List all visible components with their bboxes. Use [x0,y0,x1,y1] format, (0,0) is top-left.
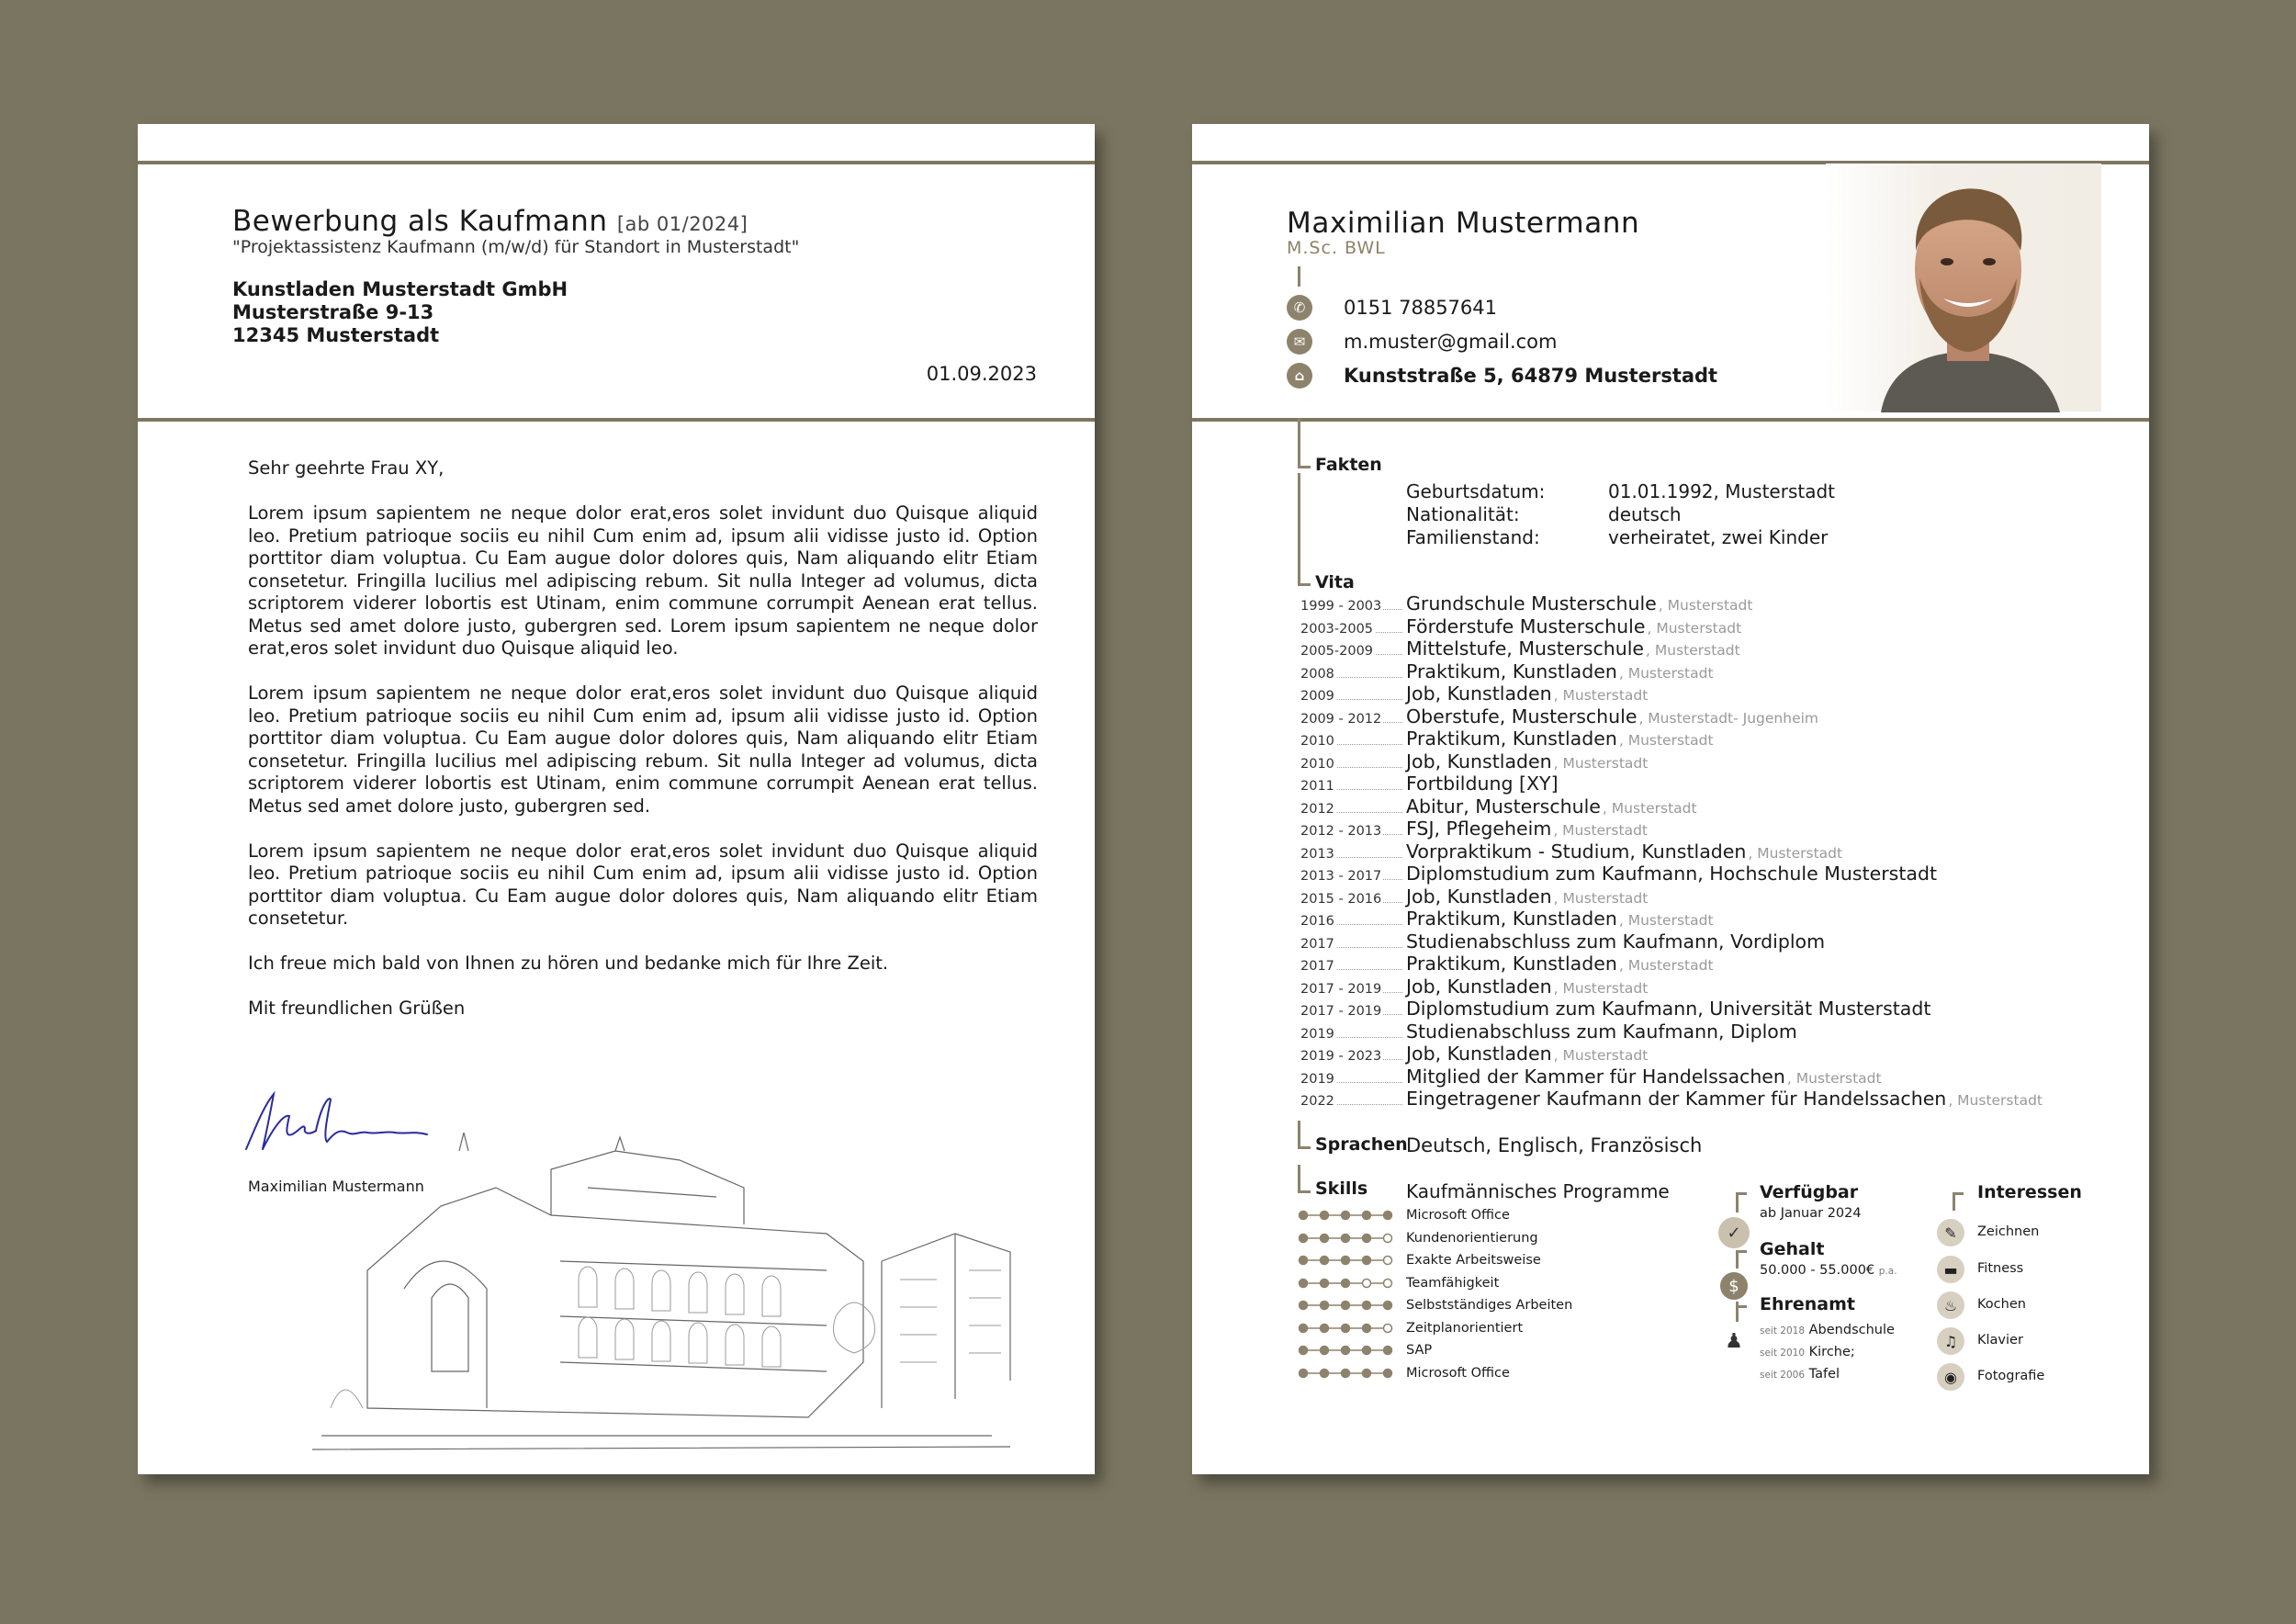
vita-year: 2003-2005 [1300,622,1406,637]
vita-location: , Musterstadt [1618,664,1714,682]
vita-location: , Musterstadt [1786,1069,1882,1087]
vita-entry: Job, Kunstladen [1406,885,1552,908]
cover-letter-page [138,124,1095,1474]
postal-address: Kunststraße 5, 64879 Musterstadt [1344,365,1718,387]
rating-dot-filled [1342,1234,1350,1242]
salary-unit: p.a. [1878,1266,1897,1277]
rating-dot-filled [1300,1257,1308,1265]
timeline-tick [1736,1192,1747,1195]
skill-rating [1298,1210,1406,1221]
rating-dot-filled [1321,1302,1329,1310]
skill-rating [1298,1345,1406,1356]
skill-label: Exakte Arbeitsweise [1406,1253,1541,1268]
fact-key: Geburtsdatum: [1406,480,1546,502]
vita-row [1300,1066,2043,1088]
vita-location: , Musterstadt- Jugenheim [1638,709,1819,727]
timeline-connector [1298,266,1300,287]
vita-row [1300,1088,2043,1111]
rating-dot-filled [1342,1279,1350,1287]
rating-dot-filled [1363,1324,1371,1332]
interests-heading: Interessen [1977,1182,2082,1202]
fact-key: Familienstand: [1406,526,1540,548]
vita-year: 2009 [1300,689,1406,704]
vita-entry: Job, Kunstladen [1406,682,1552,705]
skill-label: Teamfähigkeit [1406,1275,1500,1291]
phone-icon: ✆ [1287,295,1312,321]
vita-row [1300,1043,2043,1066]
volunteer-text: Tafel [1808,1367,1840,1382]
vita-entry: Förderstufe Musterschule [1406,615,1646,637]
vita-row [1300,660,2043,683]
vita-row [1300,930,2043,953]
rating-dot-filled [1300,1234,1308,1242]
paragraph: Lorem ipsum sapientem ne neque dolor erat,eros solet invidunt duo Quisque aliquid leo. Pretium patrioque sociis eu nihil Cum enim ad, ipsum alii vidisse justo id. Option porttitor diam voluptua. Cu Eam augue dolor dolores quis, Nam aliquando elitr Etiam consetetur. Fringilla lucilius mel adipiscing rebum. Sit nulla Integer ad volumus, dicta scriptorem viderer lobortis est Utinam, enim commune corrumpit Aenean erat tellus. Metus sed amet dolore justo, gubergren sed. Lorem ipsum sapientem ne neque dolor erat,eros solet invidunt duo Quisque aliquid leo. [248,502,1038,659]
rating-dot-filled [1363,1302,1371,1310]
vita-location: , Musterstadt [1748,844,1843,862]
skill-rating [1298,1323,1406,1334]
rating-dot-filled [1321,1324,1329,1332]
skill-row [1298,1298,1572,1313]
vita-row [1300,727,2043,750]
vita-year: 2017 - 2019 [1300,1004,1406,1019]
vita-location: , Musterstadt [1618,957,1714,974]
top-rule [138,161,1095,164]
letter-body [248,457,1038,1043]
skills-title: Kaufmännisches Programme [1406,1180,1670,1202]
vita-year: 2019 [1300,1027,1406,1042]
skill-row [1298,1366,1510,1381]
volunteer-item [1760,1323,1895,1337]
timeline-line [1736,1192,1739,1212]
piano-icon: ♫ [1937,1327,1964,1355]
rating-dot-filled [1321,1347,1329,1355]
skill-rating [1298,1368,1406,1379]
paragraph: Lorem ipsum sapientem ne neque dolor erat,eros solet invidunt duo Quisque aliquid leo. Pretium patrioque sociis eu nihil Cum enim ad, ipsum alii vidisse justo id. Option porttitor diam voluptua. Cu Eam augue dolor dolores quis, Nam aliquando elitr Etiam consetetur. Fringilla lucilius mel adipiscing rebum. Sit nulla Integer ad volumus, dicta scriptorem viderer lobortis est Utinam, enim commune corrumpit Aenean erat tellus. Metus sed amet dolore justo, gubergren sed. [248,682,1038,817]
closing: Mit freundlichen Grüßen [248,998,466,1019]
rating-dot-filled [1363,1257,1371,1265]
letter-title-extra: [ab 01/2024] [616,213,748,235]
skill-label: Microsoft Office [1406,1365,1510,1381]
volunteer-since: seit 2010 [1760,1348,1806,1359]
vita-year: 2009 - 2012 [1300,712,1406,727]
dollar-icon: $ [1720,1272,1748,1300]
skill-rating [1298,1300,1406,1311]
letter-title-text: Bewerbung als Kaufmann [232,205,608,238]
phone-number: 0151 78857641 [1344,297,1498,319]
interest-label: Zeichnen [1977,1224,2040,1239]
vita-year: 2012 [1300,802,1406,817]
paragraph: Ich freue mich bald von Ihnen zu hören und bedanke mich für Ihre Zeit. [248,953,889,974]
letter-date: 01.09.2023 [926,363,1037,385]
vita-row [1300,998,2043,1021]
interest-label: Kochen [1977,1297,2026,1312]
vita-year: 2010 [1300,757,1406,772]
timeline-tick [1736,1305,1747,1308]
cv-degree: M.Sc. BWL [1287,238,1386,258]
rating-dot-filled [1342,1257,1350,1265]
facts-list [1406,480,1835,549]
section-heading-skills: Skills [1315,1179,1368,1199]
checkmark-icon: ✓ [1718,1217,1750,1248]
contact-address [1287,363,1717,389]
vita-location: , Musterstadt [1618,912,1714,929]
skill-label: Selbstständiges Arbeiten [1406,1298,1573,1313]
rating-dot-filled [1342,1212,1350,1220]
volunteer-item [1760,1345,1855,1359]
timeline-tick [1298,1190,1311,1193]
vita-location: , Musterstadt [1647,619,1742,637]
recipient-company: Kunstladen Musterstadt GmbH [232,278,568,300]
vita-entry: FSJ, Pflegeheim [1406,818,1552,840]
rating-dot-filled [1300,1324,1308,1332]
cooking-pot-icon: ♨ [1937,1291,1964,1319]
rating-dot-filled [1384,1212,1392,1220]
vita-entry: Praktikum, Kunstladen [1406,660,1617,682]
vita-entry: Fortbildung [XY] [1406,773,1559,795]
header-rule [138,418,1095,422]
skill-row [1298,1343,1432,1358]
rating-dot-filled [1300,1302,1308,1310]
section-heading-facts: Fakten [1315,455,1382,475]
header-rule [1192,418,2149,422]
skill-label: SAP [1406,1343,1433,1358]
timeline-tick [1298,583,1311,586]
vita-year: 2017 [1300,937,1406,952]
skill-row [1298,1253,1541,1268]
volunteer-text: Abendschule [1808,1323,1895,1337]
salutation: Sehr geehrte Frau XY, [248,457,445,479]
vita-entry: Diplomstudium zum Kaufmann, Universität Musterstadt [1406,998,1931,1020]
rating-dot-filled [1321,1257,1329,1265]
vita-row [1300,795,2043,818]
rating-dot-empty [1363,1279,1371,1287]
rating-dot-filled [1363,1234,1371,1242]
vita-location: , Musterstadt [1553,687,1649,704]
vita-entry: Studienabschluss zum Kaufmann, Diplom [1406,1020,1797,1043]
vita-entry: Job, Kunstladen [1406,750,1552,773]
recipient-street: Musterstraße 9-13 [232,301,434,323]
paragraph: Lorem ipsum sapientem ne neque dolor erat,eros solet invidunt duo Quisque aliquid leo. Pretium patrioque sociis eu nihil Cum enim ad, ipsum alii vidisse justo id. Option porttitor diam voluptua. Cu Eam augue dolor dolores quis, Nam aliquando elitr Etiam consetetur. [248,840,1038,929]
vita-entry: Job, Kunstladen [1406,1043,1552,1065]
timeline-line [1298,1121,1300,1148]
vita-location: , Musterstadt [1553,822,1648,839]
vita-location: , Musterstadt [1602,799,1697,817]
interest-label: Fotografie [1977,1369,2045,1383]
vita-row [1300,682,2043,705]
vita-list [1300,592,2043,1111]
timeline-line [1298,418,1300,468]
rating-dot-filled [1300,1347,1308,1355]
rating-dot-filled [1384,1302,1392,1310]
skill-label: Microsoft Office [1406,1208,1510,1223]
vita-entry: Abitur, Musterschule [1406,795,1601,818]
volunteer-item [1760,1367,1840,1382]
vita-row [1300,592,2043,615]
vita-entry: Studienabschluss zum Kaufmann, Vordiplom [1406,930,1826,953]
camera-icon: ◉ [1937,1363,1964,1391]
cv-name: Maximilian Mustermann [1287,207,1640,240]
vita-entry: Eingetragener Kaufmann der Kammer für Handelssachen [1406,1088,1947,1110]
salary-heading: Gehalt [1760,1239,1825,1259]
vita-year: 2013 [1300,847,1406,862]
vita-entry: Praktikum, Kunstladen [1406,953,1617,975]
volunteer-text: Kirche; [1808,1345,1855,1359]
rating-dot-empty [1384,1324,1392,1332]
skill-rating [1298,1255,1406,1266]
rating-dot-filled [1342,1302,1350,1310]
vita-entry: Job, Kunstladen [1406,975,1552,998]
vita-location: , Musterstadt [1658,597,1753,614]
rating-dot-filled [1342,1369,1350,1377]
skill-label: Kundenorientierung [1406,1230,1538,1246]
email-address: m.muster@gmail.com [1344,331,1558,353]
vita-row [1300,976,2043,998]
vita-entry: Oberstufe, Musterschule [1406,705,1638,727]
fact-key: Nationalität: [1406,503,1520,525]
vita-year: 2015 - 2016 [1300,892,1406,907]
rating-dot-filled [1384,1369,1392,1377]
vita-year: 2022 [1300,1094,1406,1109]
vita-location: , Musterstadt [1553,754,1649,772]
rating-dot-filled [1321,1279,1329,1287]
volunteer-since: seit 2006 [1760,1370,1806,1381]
paintbrush-icon: ✎ [1937,1219,1964,1246]
vita-year: 2016 [1300,914,1406,929]
vita-year: 2010 [1300,734,1406,749]
languages-value: Deutsch, Englisch, Französisch [1406,1134,1703,1156]
rating-dot-filled [1363,1369,1371,1377]
vita-entry: Diplomstudium zum Kaufmann, Hochschule Musterstadt [1406,863,1937,885]
vita-year: 2019 - 2023 [1300,1049,1406,1064]
vita-location: , Musterstadt [1553,979,1649,997]
volunteer-heading: Ehrenamt [1760,1294,1855,1314]
salary-amount: 50.000 - 55.000€ [1760,1263,1875,1278]
vita-row [1300,1021,2043,1043]
vita-year: 2017 [1300,959,1406,974]
skill-row [1298,1321,1523,1336]
vita-location: , Musterstadt [1553,889,1649,907]
vita-row [1300,885,2043,908]
availability-value: ab Januar 2024 [1760,1206,1862,1221]
availability-heading: Verfügbar [1760,1182,1859,1202]
vita-year: 2008 [1300,667,1406,682]
timeline-line [1298,1165,1300,1192]
vita-row [1300,705,2043,728]
recipient-city: 12345 Musterstadt [232,324,440,346]
fact-row [1406,480,1835,503]
people-icon: ♟ [1718,1325,1750,1357]
skill-rating [1298,1278,1406,1289]
fact-row [1406,503,1835,526]
rating-dot-filled [1363,1212,1371,1220]
section-heading-languages: Sprachen [1315,1134,1408,1155]
home-icon: ⌂ [1287,363,1312,389]
vita-entry: Praktikum, Kunstladen [1406,908,1617,930]
building-sketch-image [312,1133,1019,1468]
rating-dot-filled [1342,1347,1350,1355]
fact-value: 01.01.1992, Musterstadt [1608,480,1836,502]
vita-entry: Vorpraktikum - Studium, Kunstladen [1406,840,1747,863]
rating-dot-filled [1300,1279,1308,1287]
volunteer-since: seit 2018 [1760,1325,1806,1336]
signer-name: Maximilian Mustermann [248,1178,424,1195]
vita-location: , Musterstadt [1646,642,1740,659]
fact-row [1406,526,1835,549]
skill-row [1298,1276,1499,1291]
vita-location: , Musterstadt [1553,1047,1649,1064]
timeline-line [1736,1250,1739,1269]
vita-location: , Musterstadt [1618,732,1714,749]
vita-row [1300,750,2043,773]
vita-year: 2019 [1300,1072,1406,1087]
resume-page [1192,124,2149,1474]
vita-row [1300,637,2043,660]
vita-entry: Grundschule Musterschule [1406,592,1657,615]
vita-location: , Musterstadt [1948,1092,2043,1109]
rating-dot-filled [1300,1212,1308,1220]
timeline-tick [1298,1146,1311,1149]
vita-entry: Mittelstufe, Musterschule [1406,637,1645,660]
section-heading-vita: Vita [1315,572,1355,592]
mail-icon: ✉ [1287,329,1312,355]
vita-year: 1999 - 2003 [1300,599,1406,614]
vita-year: 2012 - 2013 [1300,824,1406,839]
dumbbell-icon: ▬ [1937,1256,1964,1283]
vita-row [1300,953,2043,976]
vita-row [1300,773,2043,795]
skill-row [1298,1208,1510,1223]
rating-dot-empty [1384,1257,1392,1265]
rating-dot-filled [1342,1324,1350,1332]
timeline-line [1298,473,1300,585]
skill-rating [1298,1233,1406,1244]
rating-dot-filled [1321,1234,1329,1242]
vita-row [1300,615,2043,638]
rating-dot-filled [1321,1369,1329,1377]
rating-dot-filled [1300,1369,1308,1377]
profile-photo [1863,177,2074,412]
vita-row [1300,908,2043,930]
rating-dot-filled [1363,1347,1371,1355]
timeline-tick [1298,466,1311,468]
timeline-tick [1736,1250,1747,1253]
fact-value: verheiratet, zwei Kinder [1608,526,1829,548]
vita-year: 2017 - 2019 [1300,982,1406,997]
letter-title [232,205,748,238]
interest-label: Fitness [1977,1261,2024,1276]
interest-label: Klavier [1977,1333,2023,1348]
timeline-line [1953,1192,1955,1211]
timeline-tick [1953,1192,1964,1195]
vita-entry: Praktikum, Kunstladen [1406,727,1617,750]
vita-row [1300,863,2043,885]
vita-row [1300,840,2043,863]
recipient-address [232,278,568,347]
vita-row [1300,818,2043,840]
rating-dot-filled [1384,1347,1392,1355]
contact-email [1287,329,1557,355]
vita-year: 2005-2009 [1300,644,1406,659]
rating-dot-empty [1384,1279,1392,1287]
contact-phone [1287,295,1497,321]
fact-value: deutsch [1608,503,1682,525]
vita-entry: Mitglied der Kammer für Handelssachen [1406,1065,1785,1088]
rating-dot-filled [1321,1212,1329,1220]
salary-value [1760,1263,1897,1278]
skill-row [1298,1231,1538,1246]
skill-label: Zeitplanorientiert [1406,1320,1524,1336]
rating-dot-empty [1384,1234,1392,1242]
letter-subtitle: "Projektassistenz Kaufmann (m/w/d) für Standort in Musterstadt" [232,237,800,257]
vita-year: 2011 [1300,779,1406,794]
vita-year: 2013 - 2017 [1300,869,1406,884]
